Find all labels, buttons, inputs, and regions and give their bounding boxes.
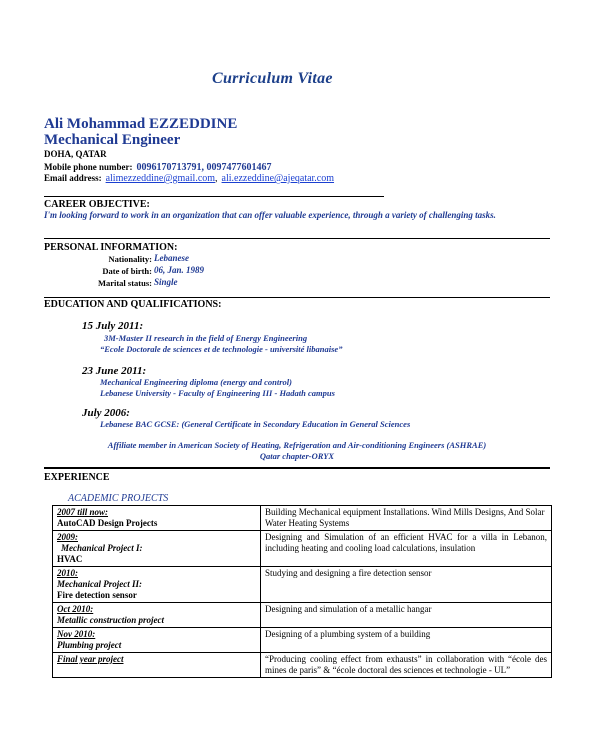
row-left [53,506,261,531]
academic-projects-heading: ACADEMIC PROJECTS [68,493,169,504]
row-desc: “Producing cooling effect from exhausts” in collaboration with “école des mines de paris” & “école doctoral des sciences et technologie - UL” [261,653,552,678]
affiliation-line-2: Qatar chapter-ORYX [259,451,335,461]
experience-heading: EXPERIENCE [44,472,110,483]
row-project-sub: HVAC [57,554,83,564]
row-project: AutoCAD Design Projects [57,518,158,528]
table-row [53,567,552,603]
divider [44,467,550,469]
row-date: 2009: [57,532,78,542]
edu-line-3a: Lebanese BAC GCSE: (General Certificate in Secondary Education in General Sciences [100,419,411,429]
edu-line-2b: Lebanese University - Faculty of Engineering III - Hadath campus [100,388,335,398]
experience-table [52,505,552,678]
dob-label: Date of birth: [102,266,152,276]
edu-date-3: July 2006: [82,407,130,419]
row-desc: Studying and designing a fire detection sensor [261,567,552,603]
row-left [53,628,261,653]
row-date: Final year project [57,654,124,664]
row-project: Mechanical Project II: [57,579,142,589]
candidate-role: Mechanical Engineer [44,132,181,148]
row-desc: Designing of a plumbing system of a building [261,628,552,653]
education-heading: EDUCATION AND QUALIFICATIONS: [44,299,222,310]
phone-label: Mobile phone number: [44,162,133,172]
edu-line-1b: “Ecole Doctorale de sciences et de technologie - université libanaise” [100,344,343,354]
edu-date-2: 23 June 2011: [82,365,147,377]
edu-line-1a: 3M-Master II research in the field of Energy Engineering [104,333,308,343]
edu-date-1: 15 July 2011: [82,320,144,332]
nationality-label: Nationality: [108,254,152,264]
row-date: 2010: [57,568,78,578]
divider [44,238,550,239]
marital-value: Single [154,277,178,287]
row-desc: Designing and Simulation of an efficient HVAC for a villa in Lebanon, including heating and cooling load calculations, insulation [261,531,552,567]
document-title: Curriculum Vitae [212,70,333,87]
row-left [53,567,261,603]
row-project-sub: Fire detection sensor [57,590,137,600]
row-date: Oct 2010: [57,604,94,614]
email-separator: , [215,173,218,184]
row-project: Mechanical Project I: [61,543,143,553]
row-date: Nov 2010: [57,629,96,639]
table-row [53,531,552,567]
career-text: I'm looking forward to work in an organization that can offer valuable experience, through a variety of challenging tasks. [44,210,496,220]
row-project: Metallic construction project [57,615,164,625]
email-link-2[interactable]: ali.ezzeddine@ajeqatar.com [221,173,335,184]
row-left [53,653,261,678]
row-left [53,603,261,628]
divider [44,297,550,298]
phone-value: 0096170713791, 0097477601467 [136,162,272,173]
row-project: Plumbing project [57,640,122,650]
email-line [44,168,334,186]
row-desc: Designing and simulation of a metallic hangar [261,603,552,628]
dob-value: 06, Jan. 1989 [154,265,205,275]
marital-label: Marital status: [97,278,152,288]
row-date: 2007 till now: [57,507,109,517]
table-row [53,506,552,531]
table-row [53,603,552,628]
location: DOHA, QATAR [44,149,107,159]
table-row [53,628,552,653]
personal-heading: PERSONAL INFORMATION: [44,242,178,253]
edu-line-2a: Mechanical Engineering diploma (energy and control) [100,377,292,387]
nationality-value: Lebanese [154,253,189,263]
row-desc: Building Mechanical equipment Installations. Wind Mills Designs, And Solar Water Heating Systems [261,506,552,531]
table-row [53,653,552,678]
divider [44,196,384,197]
career-heading: CAREER OBJECTIVE: [44,199,150,210]
row-left [53,531,261,567]
email-label: Email address: [44,173,102,183]
affiliation-line-1: Affiliate member in American Society of Heating, Refrigeration and Air-conditioning Engineers (ASHRAE) [107,440,487,450]
email-link-1[interactable]: alimezzeddine@gmail.com [105,173,216,184]
candidate-name: Ali Mohammad EZZEDDINE [44,116,238,132]
